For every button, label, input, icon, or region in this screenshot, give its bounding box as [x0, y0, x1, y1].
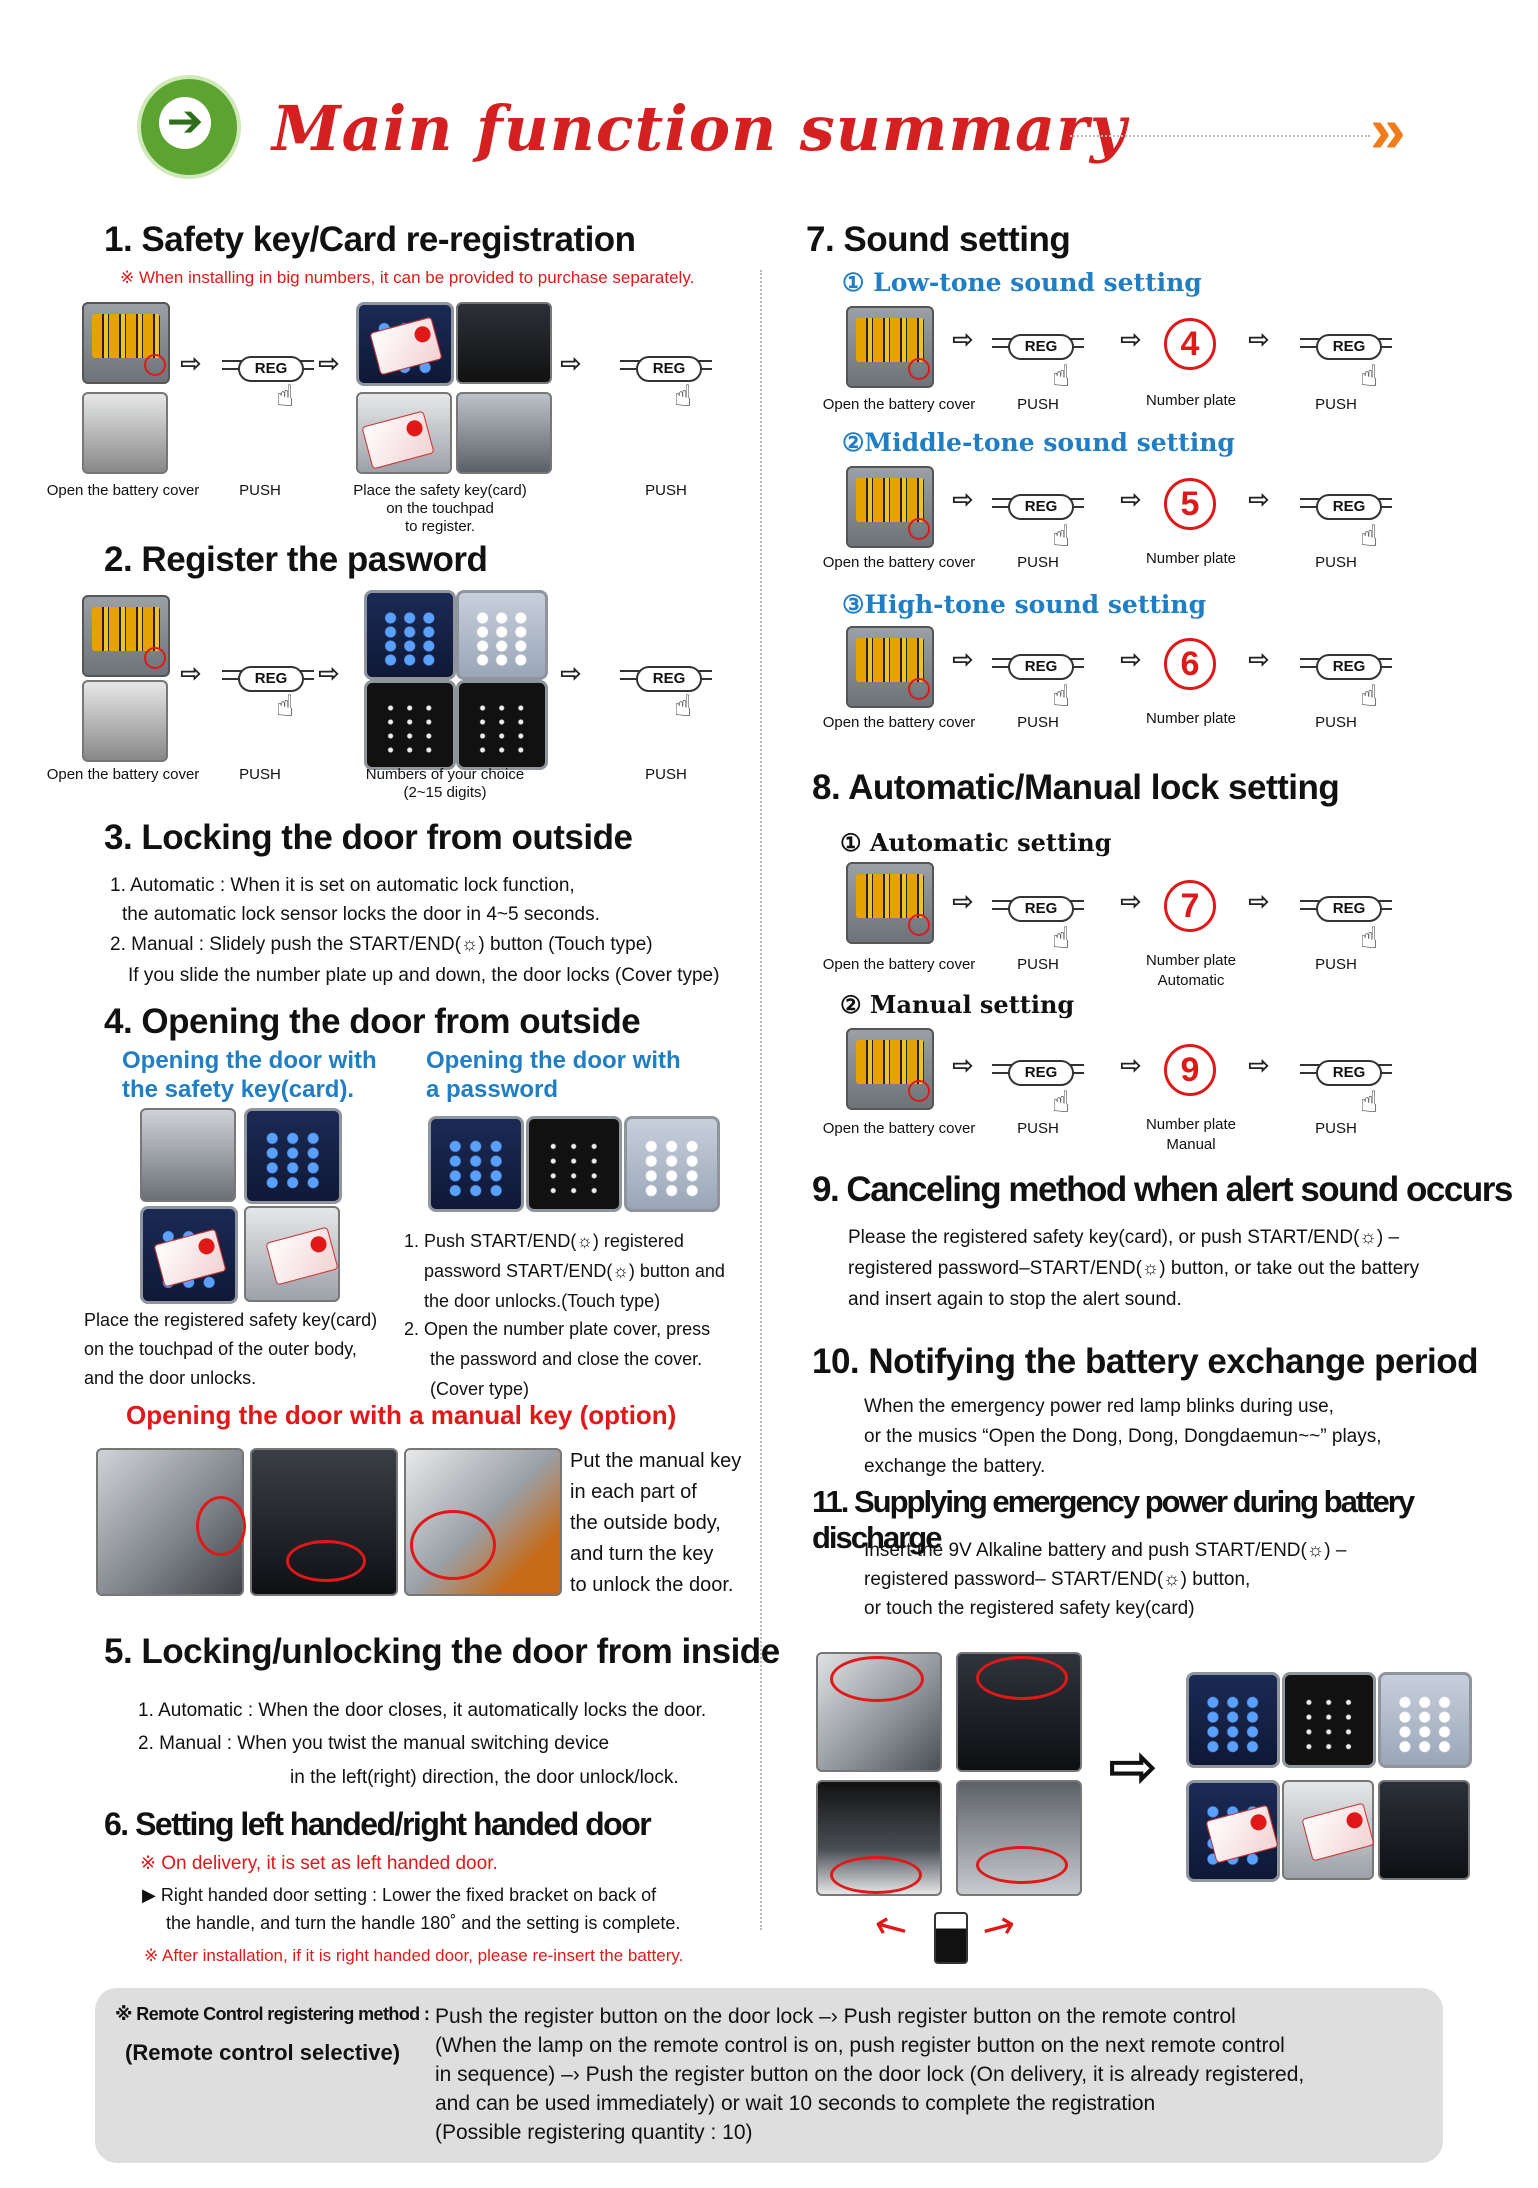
- keypad-photo: [364, 680, 456, 770]
- cap-number-plate: Number plate: [1145, 952, 1237, 969]
- s2-title: 2. Register the pasword: [104, 540, 488, 579]
- finger-icon: ☝: [1052, 680, 1071, 713]
- s4-sub-key: Opening the door with the safety key(card).: [122, 1047, 377, 1103]
- arrow-icon: ⇨: [1120, 886, 1142, 916]
- s5-title: 5. Locking/unlocking the door from inside: [104, 1632, 780, 1671]
- cap-number-plate: Number plate: [1145, 710, 1237, 727]
- cap-push: PUSH: [1017, 956, 1059, 973]
- cap-push: PUSH: [1315, 554, 1357, 571]
- s3-line: the automatic lock sensor locks the door in 4~5 seconds.: [122, 904, 600, 925]
- cap-manual: Manual: [1166, 1136, 1216, 1153]
- s9-title: 9. Canceling method when alert sound occurs: [812, 1170, 1512, 1209]
- s1-title: 1. Safety key/Card re-registration: [104, 220, 636, 259]
- s7-high: ③High-tone sound setting: [842, 590, 1207, 619]
- s6-note1: ※ On delivery, it is set as left handed door.: [140, 1853, 498, 1874]
- keypad-photo: [526, 1116, 622, 1212]
- s10-title: 10. Notifying the battery exchange period: [812, 1342, 1479, 1381]
- remote-info-box: [95, 1988, 1443, 2163]
- reg-button[interactable]: REG: [620, 660, 712, 694]
- arrow-icon: ⇨: [180, 348, 202, 378]
- cap-open-cover: Open the battery cover: [822, 1120, 976, 1137]
- reg-button[interactable]: REG: [992, 890, 1084, 924]
- s5-line: 1. Automatic : When the door closes, it automatically locks the door.: [138, 1700, 707, 1721]
- reg-button[interactable]: REG: [992, 488, 1084, 522]
- s6-body: the handle, and turn the handle 180˚ and the setting is complete.: [166, 1913, 681, 1933]
- reg-button[interactable]: REG: [992, 328, 1084, 362]
- arrow-icon: ⇨: [180, 658, 202, 688]
- cap-automatic: Automatic: [1157, 972, 1225, 989]
- s8-title: 8. Automatic/Manual lock setting: [812, 768, 1340, 807]
- cap-number-plate: Number plate: [1145, 1116, 1237, 1133]
- highlight-circle: [976, 1846, 1068, 1884]
- remote-text: Push the register button on the door lock –› Push register button on the remote control (When the lamp on the remote control is on, push register button on the next remote control in sequence) –› Push the register button on the door lock (On delivery, it is already registered, and can be used immediately) or wait 10 seconds to complete the registration (Possible registering quantity : 10): [435, 2005, 1305, 2144]
- cap-open-cover: Open the battery cover: [46, 482, 200, 499]
- reg-button[interactable]: REG: [1300, 890, 1392, 924]
- number-button-5[interactable]: 5: [1164, 478, 1216, 530]
- s7-title: 7. Sound setting: [806, 220, 1071, 259]
- s4-pw-line: 1. Push START/END(☼) registered: [404, 1231, 684, 1251]
- reg-button[interactable]: REG: [992, 648, 1084, 682]
- arrow-icon: ⇨: [1120, 484, 1142, 514]
- finger-icon: ☝: [1052, 520, 1071, 553]
- arrow-icon: ⇨: [1248, 324, 1270, 354]
- cap-open-cover: Open the battery cover: [822, 396, 976, 413]
- remote-label-2: (Remote control selective): [125, 2040, 401, 2065]
- finger-icon: ☝: [1052, 1086, 1071, 1119]
- cap-push: PUSH: [239, 482, 281, 499]
- arrow-icon: ⇨: [1120, 1050, 1142, 1080]
- cap-number-plate: Number plate: [1145, 392, 1237, 409]
- cap-open-cover: Open the battery cover: [46, 766, 200, 783]
- chevrons-icon: »: [1370, 94, 1406, 166]
- reg-button[interactable]: REG: [620, 350, 712, 384]
- s3-title: 3. Locking the door from outside: [104, 818, 633, 857]
- number-button-4[interactable]: 4: [1164, 318, 1216, 370]
- reg-button[interactable]: REG: [992, 1054, 1084, 1088]
- lock-photo: [1378, 1780, 1470, 1880]
- cap-push: PUSH: [645, 482, 687, 499]
- cap-open-cover: Open the battery cover: [822, 554, 976, 571]
- arrow-icon: ⇨: [952, 484, 974, 514]
- arrow-icon: ⇨: [560, 348, 582, 378]
- finger-icon: ☝: [1360, 922, 1379, 955]
- s11-title: 11. Supplying emergency power during battery discharge: [812, 1484, 1414, 1555]
- s3-line: 2. Manual : Slidely push the START/END(☼) button (Touch type): [110, 934, 653, 955]
- highlight-circle: [976, 1656, 1068, 1700]
- reg-button[interactable]: REG: [1300, 328, 1392, 362]
- s7-mid: ②Middle-tone sound setting: [842, 428, 1235, 457]
- keypad-photo: [1378, 1672, 1472, 1768]
- finger-icon: ☝: [1360, 520, 1379, 553]
- finger-icon: ☝: [1052, 922, 1071, 955]
- highlight-circle: [286, 1540, 366, 1582]
- cap-open-cover: Open the battery cover: [822, 714, 976, 731]
- s11-text: Insert the 9V Alkaline battery and push START/END(☼) – registered password– START/END(☼) button, or touch the registered safety key(card): [864, 1540, 1347, 1619]
- cap-push: PUSH: [239, 766, 281, 783]
- battery-photo: [846, 626, 934, 708]
- number-button-9[interactable]: 9: [1164, 1044, 1216, 1096]
- s3-line: 1. Automatic : When it is set on automatic lock function,: [110, 875, 575, 896]
- s4-title: 4. Opening the door from outside: [104, 1002, 641, 1041]
- number-button-7[interactable]: 7: [1164, 880, 1216, 932]
- keypad-photo: [624, 1116, 720, 1212]
- reg-button[interactable]: REG: [1300, 488, 1392, 522]
- s4-pw-line: the password and close the cover.: [430, 1349, 703, 1369]
- header-rule: [1070, 135, 1370, 137]
- battery-photo: [82, 595, 170, 677]
- keypad-photo: [456, 590, 548, 680]
- s4-pw-line: password START/END(☼) button and: [424, 1261, 725, 1281]
- s4-key-text: Place the registered safety key(card) on the touchpad of the outer body, and the door unlocks.: [84, 1310, 378, 1388]
- arrow-icon: ⇨: [1120, 644, 1142, 674]
- s6-title: 6. Setting left handed/right handed door: [104, 1806, 651, 1842]
- lock-photo: [456, 392, 552, 474]
- cap-number-plate: Number plate: [1145, 550, 1237, 567]
- lock-photo: [140, 1108, 236, 1202]
- s4-manual-head: Opening the door with a manual key (option): [126, 1400, 677, 1430]
- s4-pw-line: the door unlocks.(Touch type): [424, 1291, 661, 1311]
- battery-photo: [846, 306, 934, 388]
- arrow-icon: ⇨: [952, 324, 974, 354]
- s7-low: ① Low-tone sound setting: [842, 268, 1202, 297]
- arrow-icon: ⇨: [952, 644, 974, 674]
- cap-open-cover: Open the battery cover: [822, 956, 976, 973]
- keypad-photo: [1186, 1672, 1280, 1768]
- s3-line: If you slide the number plate up and down, the door locks (Cover type): [128, 965, 720, 986]
- finger-icon: ☝: [276, 380, 295, 413]
- highlight-circle: [410, 1510, 496, 1580]
- highlight-circle: [830, 1656, 924, 1702]
- arrow-icon: ⇨: [318, 348, 340, 378]
- cap-numbers: Numbers of your choice (2~15 digits): [365, 766, 525, 801]
- 9v-battery-icon: [934, 1912, 968, 1964]
- keypad-photo: [364, 590, 456, 680]
- arrow-icon: ⇨: [1248, 644, 1270, 674]
- arrow-icon: ⇨: [560, 658, 582, 688]
- cap-push: PUSH: [1315, 1120, 1357, 1137]
- curved-arrow-icon: ↖: [865, 1899, 917, 1955]
- reg-button[interactable]: REG: [1300, 648, 1392, 682]
- arrow-icon: ⇨: [1248, 886, 1270, 916]
- cap-push: PUSH: [645, 766, 687, 783]
- cap-push: PUSH: [1315, 714, 1357, 731]
- curved-arrow-icon: ↗: [973, 1899, 1025, 1955]
- s6-note2: ※ After installation, if it is right handed door, please re-insert the battery.: [144, 1946, 684, 1965]
- lock-photo: [456, 302, 552, 384]
- keypad-photo: [428, 1116, 524, 1212]
- cap-push: PUSH: [1315, 396, 1357, 413]
- keypad-photo: [456, 680, 548, 770]
- finger-icon: ☝: [674, 380, 693, 413]
- s5-line: 2. Manual : When you twist the manual switching device: [138, 1733, 610, 1754]
- finger-icon: ☝: [1360, 680, 1379, 713]
- battery-photo: [82, 302, 170, 384]
- finger-icon: ☝: [276, 690, 295, 723]
- header-icon: [137, 75, 241, 179]
- arrow-icon: ⇨: [1248, 1050, 1270, 1080]
- s4-sub-pw: Opening the door with a password: [426, 1047, 681, 1103]
- s9-text: Please the registered safety key(card), or push START/END(☼) – registered password–START/END(☼) button, or take out the battery and insert again to stop the alert sound.: [848, 1227, 1420, 1310]
- cap-push: PUSH: [1315, 956, 1357, 973]
- s1-note: ※ When installing in big numbers, it can be provided to purchase separately.: [120, 268, 695, 287]
- arrow-icon: ⇨: [318, 658, 340, 688]
- battery-box-photo: [82, 680, 168, 762]
- reg-button[interactable]: REG: [1300, 1054, 1392, 1088]
- cap-push: PUSH: [1017, 396, 1059, 413]
- s4-manual-text: Put the manual key in each part of the outside body, and turn the key to unlock the door.: [570, 1450, 742, 1596]
- arrow-icon: ⇨: [1120, 324, 1142, 354]
- arrow-circle-icon: ➔: [159, 97, 211, 149]
- s10-text: When the emergency power red lamp blinks during use, or the musics “Open the Dong, Dong, Dongdaemun~~” plays, exchange the battery.: [864, 1396, 1382, 1477]
- keypad-photo: [1282, 1672, 1376, 1768]
- battery-photo: [846, 862, 934, 944]
- column-divider: [760, 270, 762, 1930]
- big-arrow-icon: ⇨: [1108, 1733, 1159, 1800]
- battery-photo: [846, 1028, 934, 1110]
- s4-pw-line: (Cover type): [430, 1379, 530, 1399]
- arrow-icon: ⇨: [952, 1050, 974, 1080]
- s8-manual: ② Manual setting: [840, 990, 1075, 1019]
- finger-icon: ☝: [1052, 360, 1071, 393]
- battery-box-photo: [82, 392, 168, 474]
- cap-push: PUSH: [1017, 714, 1059, 731]
- arrow-icon: ⇨: [952, 886, 974, 916]
- battery-photo: [846, 466, 934, 548]
- s6-body: ▶ Right handed door setting : Lower the fixed bracket on back of: [142, 1885, 657, 1905]
- highlight-circle: [830, 1856, 922, 1894]
- finger-icon: ☝: [1360, 1086, 1379, 1119]
- remote-label: ※ Remote Control registering method :: [115, 2004, 430, 2024]
- s5-line: in the left(right) direction, the door unlock/lock.: [290, 1767, 679, 1788]
- keypad-photo: [244, 1108, 342, 1204]
- finger-icon: ☝: [1360, 360, 1379, 393]
- finger-icon: ☝: [674, 690, 693, 723]
- page-title: Main function summary: [272, 92, 1127, 165]
- reg-button[interactable]: REG: [222, 660, 314, 694]
- number-button-6[interactable]: 6: [1164, 638, 1216, 690]
- reg-button[interactable]: REG: [222, 350, 314, 384]
- s8-auto: ① Automatic setting: [840, 828, 1112, 857]
- arrow-icon: ⇨: [1248, 484, 1270, 514]
- highlight-circle: [196, 1496, 246, 1556]
- s4-pw-line: 2. Open the number plate cover, press: [404, 1319, 711, 1339]
- cap-place-key: Place the safety key(card) on the touchpad to register.: [353, 482, 527, 535]
- cap-push: PUSH: [1017, 554, 1059, 571]
- cap-push: PUSH: [1017, 1120, 1059, 1137]
